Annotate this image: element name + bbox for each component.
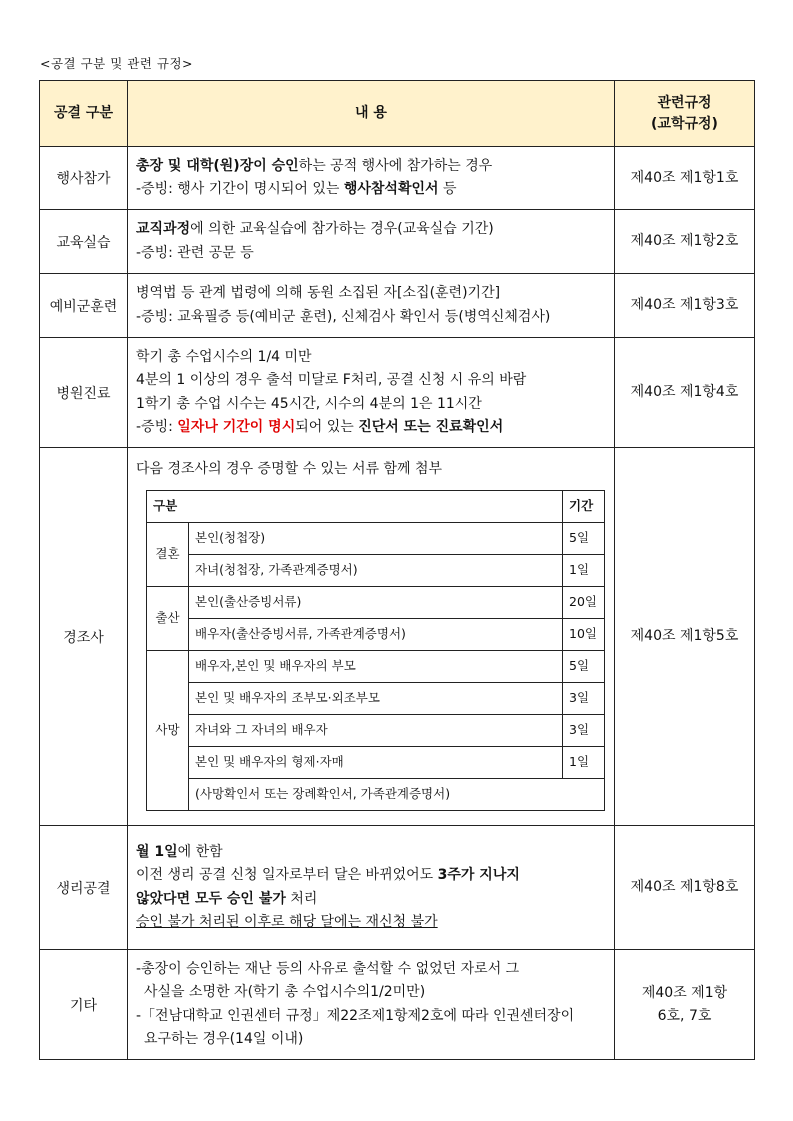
inner-header-period: 기간 bbox=[563, 491, 605, 523]
table-row bbox=[147, 651, 605, 683]
table-row bbox=[147, 683, 605, 715]
item-days: 1일 bbox=[563, 747, 605, 779]
text: 되어 있는 bbox=[295, 418, 359, 435]
death-note: (사망확인서 또는 장례확인서, 가족관계증명서) bbox=[189, 779, 605, 811]
header-row bbox=[40, 81, 755, 147]
item-label: 본인(청첩장) bbox=[189, 523, 563, 555]
text: 학기 총 수업시수의 1/4 미만 bbox=[136, 349, 312, 366]
content-reserve bbox=[128, 274, 615, 338]
header-category: 공결 구분 bbox=[40, 81, 128, 147]
text: 처리 bbox=[285, 890, 318, 907]
regulation-event: 제40조 제1항1호 bbox=[615, 147, 755, 210]
text-bold: 월 1일 bbox=[136, 844, 178, 861]
regulation-hospital: 제40조 제1항4호 bbox=[615, 338, 755, 448]
text: 에 한함 bbox=[177, 844, 223, 861]
group-birth: 출산 bbox=[147, 587, 189, 651]
content-menstrual bbox=[128, 826, 615, 950]
text: -증빙: bbox=[136, 418, 178, 435]
text: 요구하는 경우(14일 이내) bbox=[144, 1030, 304, 1047]
regulation-other-line2: 6호, 7호 bbox=[657, 1007, 712, 1024]
header-regulation bbox=[615, 81, 755, 147]
row-menstrual bbox=[40, 826, 755, 950]
header-regulation-line2: (교학규정) bbox=[651, 115, 718, 132]
item-label: 본인(출산증빙서류) bbox=[189, 587, 563, 619]
row-other bbox=[40, 950, 755, 1060]
table-row bbox=[147, 779, 605, 811]
regulation-practice: 제40조 제1항2호 bbox=[615, 210, 755, 274]
table-caption: <공결 구분 및 관련 규정> bbox=[40, 56, 194, 71]
regulation-family: 제40조 제1항5호 bbox=[615, 448, 755, 826]
regulation-other-line1: 제40조 제1항 bbox=[641, 985, 728, 1002]
text-underline: 승인 불가 처리된 이후로 해당 달에는 재신청 불가 bbox=[136, 913, 438, 930]
content-hospital bbox=[128, 338, 615, 448]
row-reserve bbox=[40, 274, 755, 338]
text: 1학기 총 수업 시수는 45시간, 시수의 4분의 1은 11시간 bbox=[136, 395, 482, 412]
group-marriage: 결혼 bbox=[147, 523, 189, 587]
category-practice: 교육실습 bbox=[40, 210, 128, 274]
text-red: 일자나 기간이 명시 bbox=[177, 418, 296, 435]
absence-regulation-table bbox=[39, 80, 755, 1060]
item-label: 배우자,본인 및 배우자의 부모 bbox=[189, 651, 563, 683]
row-family bbox=[40, 448, 755, 826]
content-practice bbox=[128, 210, 615, 274]
text-bold: 진단서 또는 진료확인서 bbox=[358, 418, 504, 435]
category-other: 기타 bbox=[40, 950, 128, 1060]
item-days: 5일 bbox=[563, 651, 605, 683]
text: 하는 공적 행사에 참가하는 경우 bbox=[298, 157, 493, 174]
text: -증빙: 관련 공문 등 bbox=[136, 244, 254, 261]
category-hospital: 병원진료 bbox=[40, 338, 128, 448]
item-label: 본인 및 배우자의 조부모·외조부모 bbox=[189, 683, 563, 715]
text: 이전 생리 공결 신청 일자로부터 달은 바뀌었어도 bbox=[136, 867, 438, 884]
item-label: 배우자(출산증빙서류, 가족관계증명서) bbox=[189, 619, 563, 651]
text: 에 의한 교육실습에 참가하는 경우(교육실습 기간) bbox=[190, 221, 494, 238]
content-event bbox=[128, 147, 615, 210]
item-days: 5일 bbox=[563, 523, 605, 555]
text: -증빙: 행사 기간이 명시되어 있는 bbox=[136, 181, 344, 197]
text: -「전남대학교 인권센터 규정」제22조제1항제2호에 따라 인권센터장이 bbox=[136, 1007, 575, 1024]
text: 사실을 소명한 자(학기 총 수업시수의1/2미만) bbox=[144, 984, 426, 1001]
text-bold: 행사참석확인서 bbox=[343, 181, 439, 197]
inner-header-row bbox=[147, 491, 605, 523]
row-event bbox=[40, 147, 755, 210]
row-practice bbox=[40, 210, 755, 274]
category-event: 행사참가 bbox=[40, 147, 128, 210]
table-row bbox=[147, 555, 605, 587]
table-row bbox=[147, 523, 605, 555]
header-regulation-line1: 관련규정 bbox=[657, 94, 712, 111]
text: -증빙: 교육필증 등(예비군 훈련), 신체검사 확인서 등(병역신체검사) bbox=[136, 308, 551, 325]
text: 4분의 1 이상의 경우 출석 미달로 F처리, 공결 신청 시 유의 바람 bbox=[136, 372, 527, 389]
text: 등 bbox=[438, 181, 457, 197]
family-event-table bbox=[146, 490, 605, 811]
content-family bbox=[128, 448, 615, 826]
inner-header-kind: 구분 bbox=[147, 491, 563, 523]
text: -총장이 승인하는 재난 등의 사유로 출석할 수 없었던 자로서 그 bbox=[136, 961, 520, 978]
row-hospital bbox=[40, 338, 755, 448]
text: 병역법 등 관계 법령에 의해 동원 소집된 자[소집(훈련)기간] bbox=[136, 285, 501, 302]
regulation-menstrual: 제40조 제1항8호 bbox=[615, 826, 755, 950]
category-reserve: 예비군훈련 bbox=[40, 274, 128, 338]
item-days: 3일 bbox=[563, 683, 605, 715]
item-label: 자녀와 그 자녀의 배우자 bbox=[189, 715, 563, 747]
regulation-other bbox=[615, 950, 755, 1060]
table-row bbox=[147, 619, 605, 651]
content-other bbox=[128, 950, 615, 1060]
text: 다음 경조사의 경우 증명할 수 있는 서류 함께 첨부 bbox=[136, 461, 443, 477]
group-death: 사망 bbox=[147, 651, 189, 811]
text-bold: 교직과정 bbox=[136, 221, 191, 238]
item-days: 1일 bbox=[563, 555, 605, 587]
category-menstrual: 생리공결 bbox=[40, 826, 128, 950]
item-days: 10일 bbox=[563, 619, 605, 651]
category-family: 경조사 bbox=[40, 448, 128, 826]
table-row bbox=[147, 715, 605, 747]
table-row bbox=[147, 747, 605, 779]
header-content: 내 용 bbox=[128, 81, 615, 147]
text-bold: 3주가 지나지 bbox=[437, 867, 520, 884]
item-days: 20일 bbox=[563, 587, 605, 619]
table-row bbox=[147, 587, 605, 619]
item-label: 자녀(청첩장, 가족관계증명서) bbox=[189, 555, 563, 587]
item-label: 본인 및 배우자의 형제·자매 bbox=[189, 747, 563, 779]
text-bold: 않았다면 모두 승인 불가 bbox=[136, 890, 286, 907]
item-days: 3일 bbox=[563, 715, 605, 747]
text-bold: 총장 및 대학(원)장이 승인 bbox=[136, 157, 299, 174]
regulation-reserve: 제40조 제1항3호 bbox=[615, 274, 755, 338]
